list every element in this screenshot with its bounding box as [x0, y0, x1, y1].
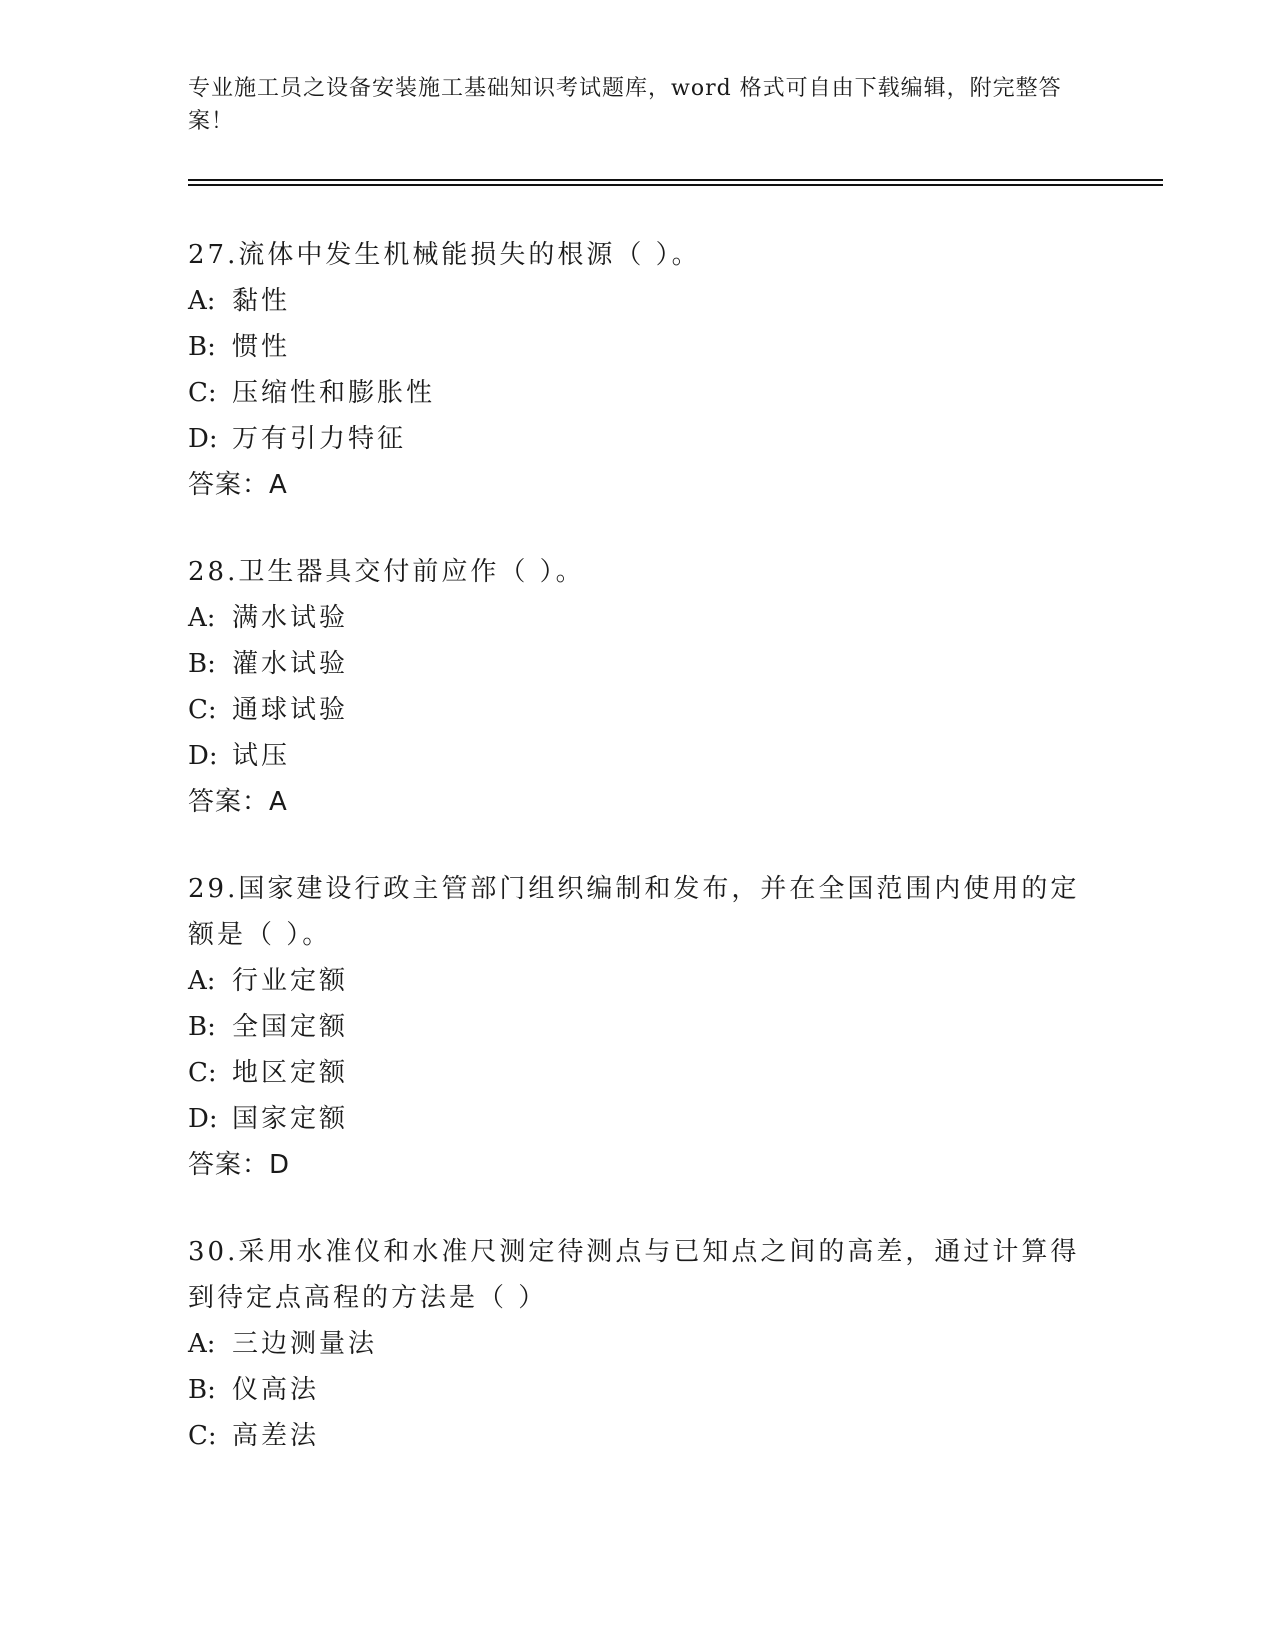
option-c: [188, 1050, 1088, 1096]
document-header: 专业施工员之设备安装施工基础知识考试题库，word 格式可自由下载编辑，附完整答案！: [188, 76, 1062, 134]
question-text: 27.流体中发生机械能损失的根源（ ）。: [188, 240, 701, 270]
option-label: C:: [188, 378, 217, 408]
question-list: [188, 232, 1088, 1500]
option-label: A:: [188, 966, 216, 996]
option-text: 全国定额: [232, 1012, 349, 1042]
option-text: 三边测量法: [232, 1329, 378, 1359]
option-a: [188, 278, 1088, 324]
option-text: 通球试验: [232, 695, 349, 725]
option-a: [188, 595, 1088, 641]
option-text: 灌水试验: [232, 649, 349, 679]
option-text: 仪高法: [232, 1375, 320, 1405]
option-text: 行业定额: [232, 966, 349, 996]
option-b: [188, 1004, 1088, 1050]
option-text: 地区定额: [232, 1058, 349, 1088]
option-label: D:: [188, 424, 218, 454]
option-d: [188, 733, 1088, 779]
question-item: [188, 549, 1088, 825]
option-b: [188, 641, 1088, 687]
option-text: 高差法: [232, 1421, 320, 1451]
question-text: 28.卫生器具交付前应作（ ）。: [188, 557, 585, 587]
option-c: [188, 687, 1088, 733]
option-label: A:: [188, 286, 216, 316]
option-label: C:: [188, 1421, 217, 1451]
option-b: [188, 324, 1088, 370]
option-label: B:: [188, 1012, 216, 1042]
question-item: [188, 1229, 1088, 1459]
option-a: [188, 958, 1088, 1004]
option-text: 压缩性和膨胀性: [232, 378, 436, 408]
option-text: 黏性: [232, 286, 291, 316]
option-label: B:: [188, 649, 216, 679]
option-text: 万有引力特征: [232, 424, 407, 454]
option-c: [188, 1413, 1088, 1459]
option-text: 满水试验: [232, 603, 349, 633]
answer-line: 答案：A: [188, 787, 288, 817]
option-label: C:: [188, 695, 217, 725]
question-item: [188, 866, 1088, 1188]
option-label: D:: [188, 741, 218, 771]
question-text: 29.国家建设行政主管部门组织编制和发布，并在全国范围内使用的定额是（ ）。: [188, 874, 1080, 950]
option-label: B:: [188, 1375, 216, 1405]
option-d: [188, 1096, 1088, 1142]
option-text: 国家定额: [232, 1104, 349, 1134]
option-label: A:: [188, 1329, 216, 1359]
option-text: 试压: [232, 741, 291, 771]
option-d: [188, 416, 1088, 462]
answer-line: 答案：D: [188, 1150, 291, 1180]
option-label: A:: [188, 603, 216, 633]
answer-line: 答案：A: [188, 470, 288, 500]
option-label: D:: [188, 1104, 218, 1134]
option-a: [188, 1321, 1088, 1367]
header-divider-top: [188, 179, 1163, 181]
option-label: B:: [188, 332, 216, 362]
option-text: 惯性: [232, 332, 291, 362]
question-text: 30.采用水准仪和水准尺测定待测点与已知点之间的高差，通过计算得到待定点高程的方法是（ ）: [188, 1237, 1080, 1313]
option-label: C:: [188, 1058, 217, 1088]
option-c: [188, 370, 1088, 416]
header-divider-bottom: [188, 184, 1163, 186]
question-item: [188, 232, 1088, 508]
option-b: [188, 1367, 1088, 1413]
